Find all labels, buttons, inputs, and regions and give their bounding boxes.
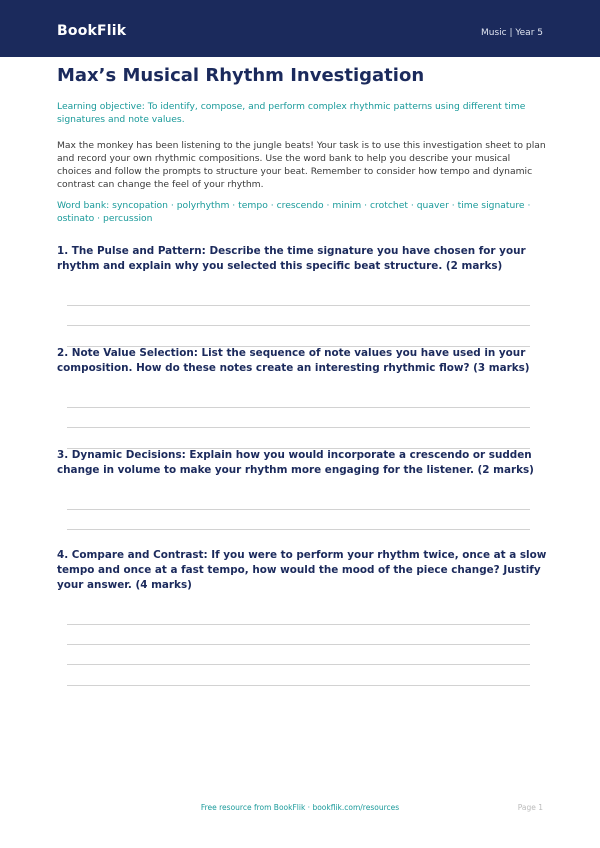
subject-year-label: Music | Year 5 [480,28,543,38]
brand-logo[interactable]: BookFlik [57,23,127,39]
page-number: Page 1 [517,803,543,812]
answer-line[interactable] [67,305,530,306]
question-3: 3. Dynamic Decisions: Explain how you would incorporate a crescendo or sudden change in volume to make your rhythm more engaging for the listener. (2 marks) [57,449,534,476]
answer-line[interactable] [67,685,530,686]
answer-line[interactable] [67,509,530,510]
footer-credit[interactable]: Free resource from BookFlik · bookflik.com/resources [200,803,400,812]
answer-line[interactable] [67,407,530,408]
intro-paragraph: Max the monkey has been listening to the jungle beats! Your task is to use this investigation sheet to plan and record your own rhythmic compositions. Use the word bank to help you describe your musical choices and follow the prompts to structure your beat. Remember to consider how tempo and dynamic contrast can change the feel of your rhythm. [57,140,546,190]
answer-line[interactable] [67,624,530,625]
question-1: 1. The Pulse and Pattern: Describe the time signature you have chosen for your rhythm and explain why you selected this specific beat structure. (2 marks) [57,245,526,272]
header-bar [0,0,600,57]
answer-line[interactable] [67,529,530,530]
answer-line[interactable] [67,427,530,428]
word-bank: Word bank: syncopation · polyrhythm · tempo · crescendo · minim · crotchet · quaver · time signature · ostinato · percussion [57,200,531,224]
page-title: Max’s Musical Rhythm Investigation [57,65,425,86]
question-4: 4. Compare and Contrast: If you were to perform your rhythm twice, once at a slow tempo and once at a fast tempo, how would the mood of the piece change? Justify your answer. (4 marks) [57,549,547,591]
question-2: 2. Note Value Selection: List the sequence of note values you have used in your composition. How do these notes create an interesting rhythmic flow? (3 marks) [57,347,530,374]
answer-line[interactable] [67,664,530,665]
answer-line[interactable] [67,325,530,326]
answer-line[interactable] [67,644,530,645]
learning-objective: Learning objective: To identify, compose, and perform complex rhythmic patterns using different time signatures and note values. [57,101,526,125]
